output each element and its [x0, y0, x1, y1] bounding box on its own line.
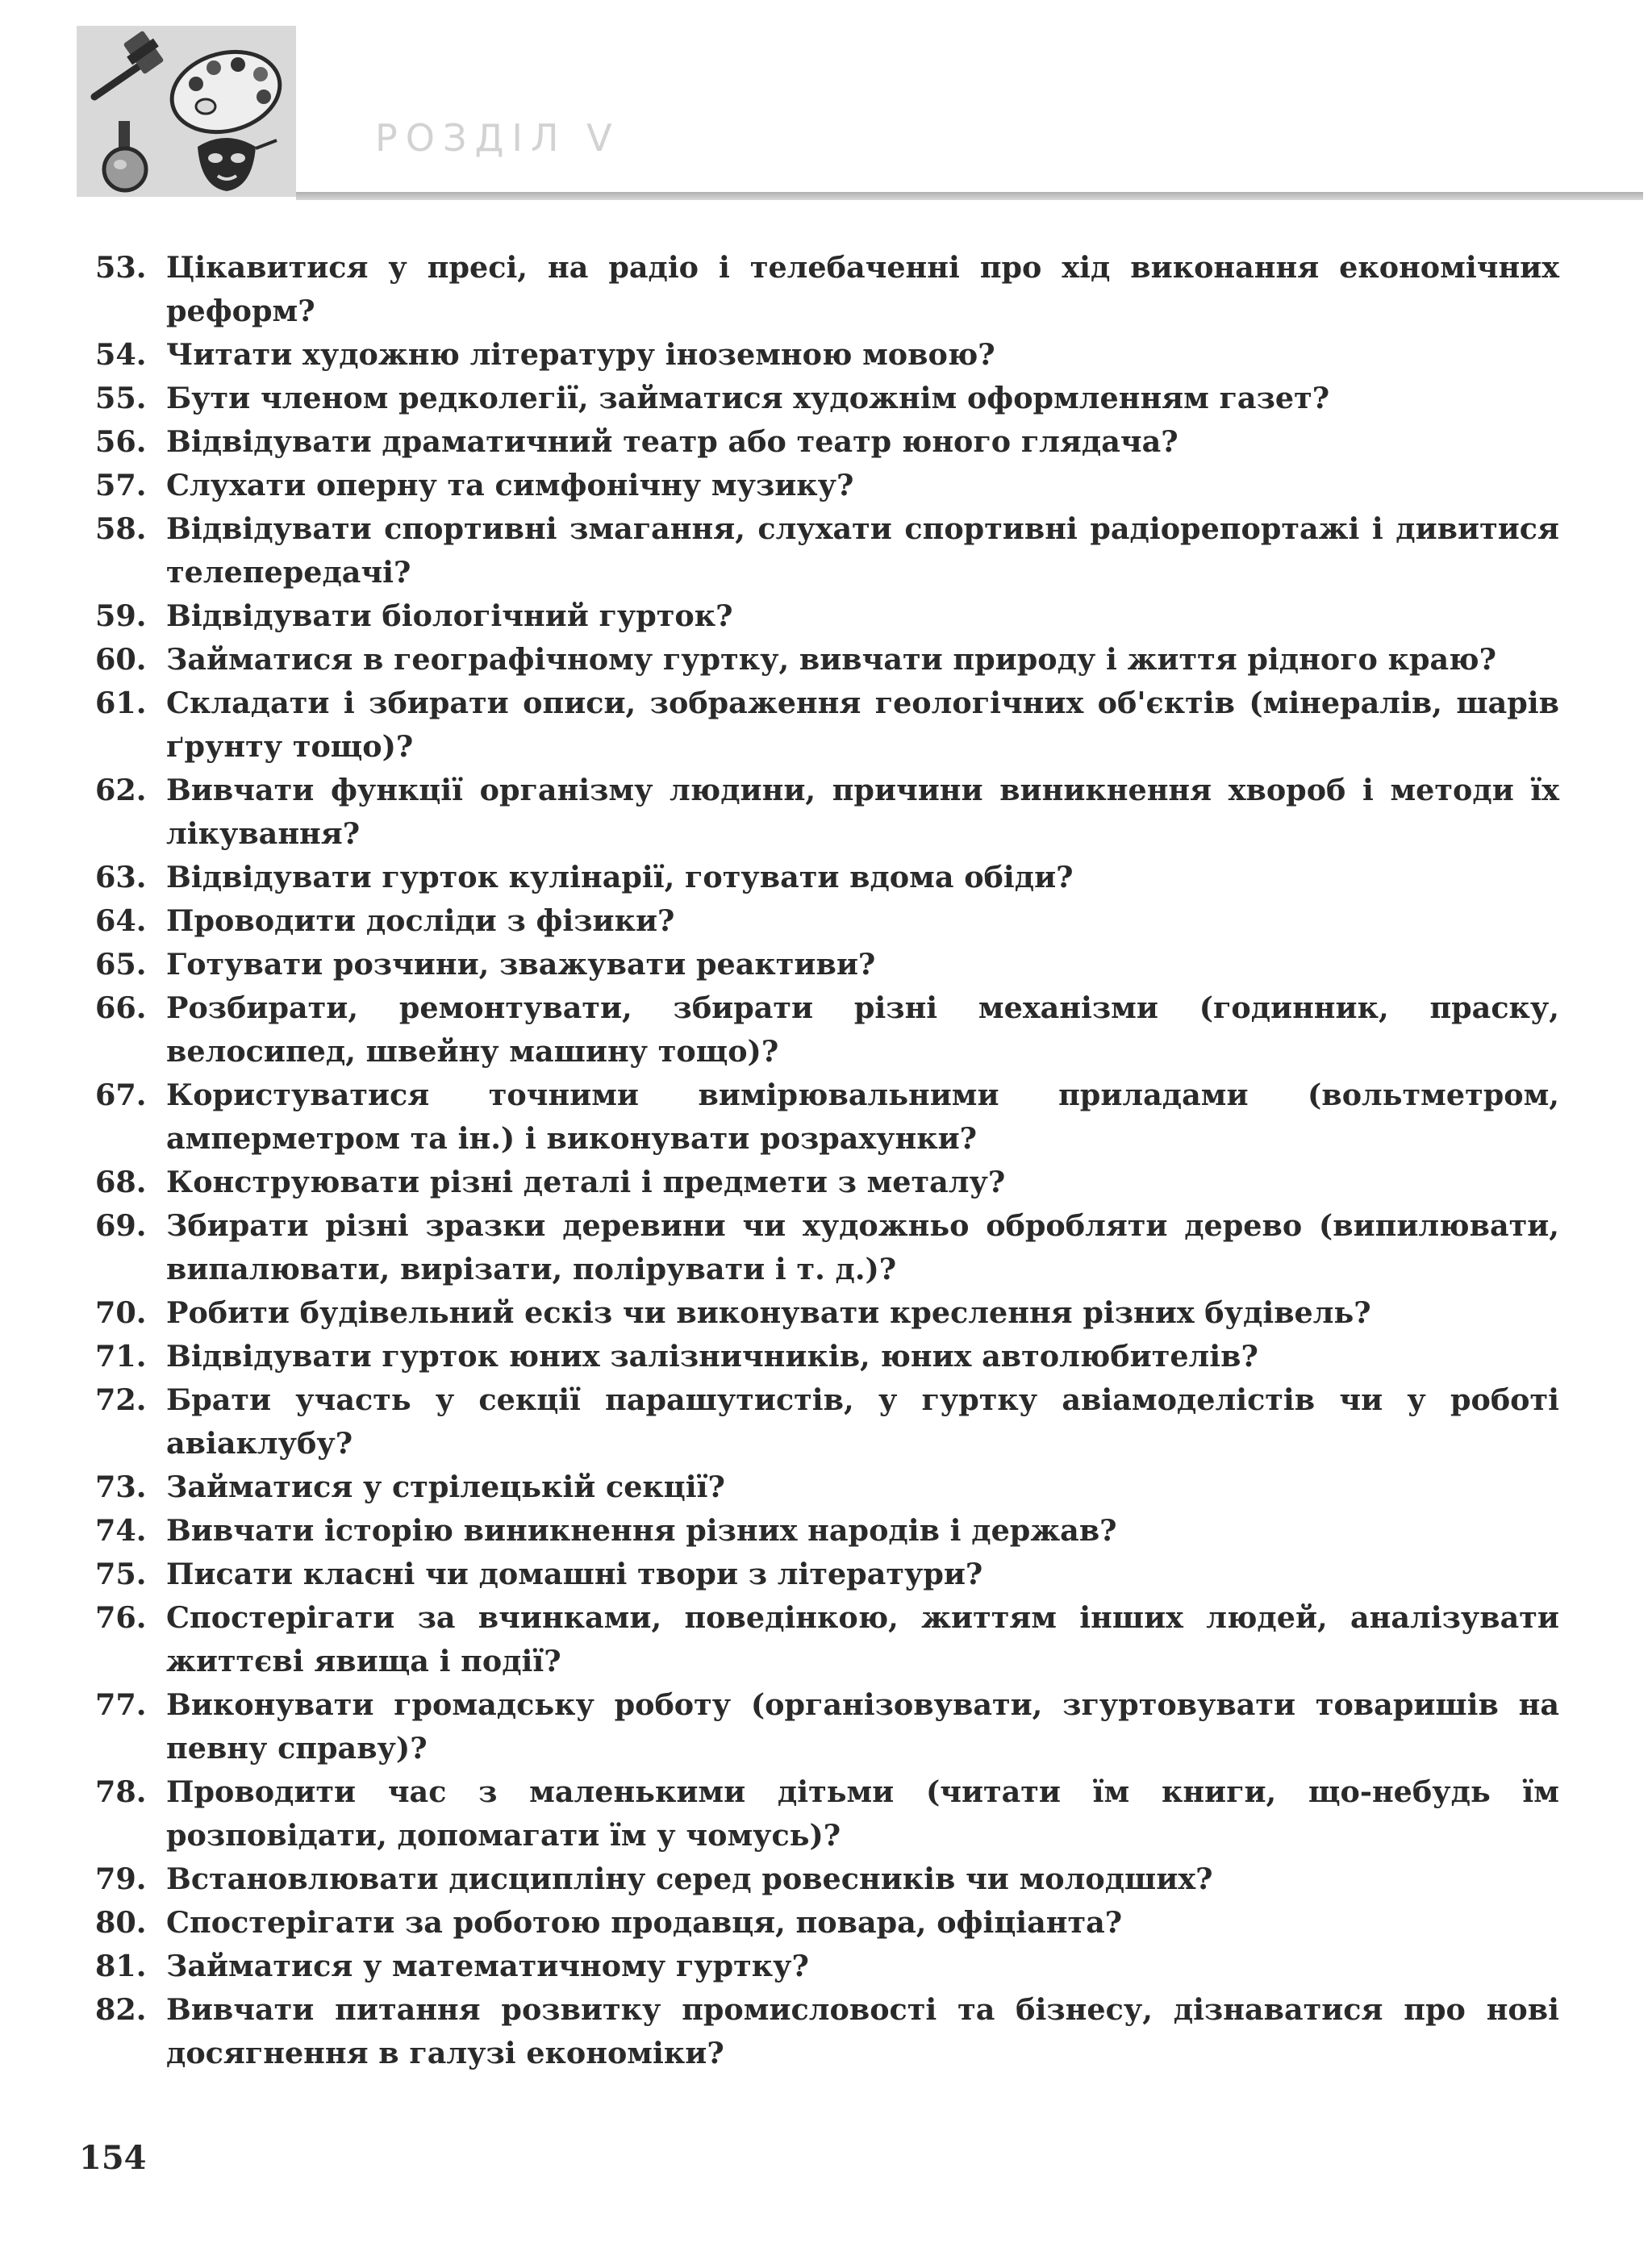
item-text: Відвідувати біологічний гурток? [166, 598, 733, 633]
list-item [95, 1770, 1559, 1857]
item-number: 66. [95, 990, 147, 1025]
list-item [95, 986, 1559, 1074]
item-number: 62. [95, 773, 147, 807]
item-number: 75. [95, 1557, 147, 1591]
list-item [95, 1335, 1559, 1378]
list-item [95, 377, 1559, 420]
item-text: Виконувати громадську роботу (організовувати, згуртовувати товаришів на певну справу)? [166, 1687, 1559, 1766]
item-text: Встановлювати дисципліну серед ровесників чи молодших? [166, 1862, 1213, 1896]
item-text: Конструювати різні деталі і предмети з металу? [166, 1165, 1006, 1199]
item-number: 80. [95, 1905, 147, 1940]
item-text: Проводити досліди з фізики? [166, 903, 675, 938]
list-item [95, 1378, 1559, 1466]
list-item [95, 464, 1559, 507]
item-text: Користуватися точними вимірювальними приладами (вольтметром, амперметром та ін.) і виконувати розрахунки? [166, 1078, 1559, 1156]
item-text: Вивчати історію виникнення різних народів і держав? [166, 1513, 1117, 1548]
list-item [95, 638, 1559, 682]
item-number: 78. [95, 1774, 147, 1809]
item-text: Проводити час з маленькими дітьми (читати їм книги, що-небудь їм розповідати, допомагати їм у чомусь)? [166, 1774, 1559, 1853]
item-text: Відвідувати гурток юних залізничників, юних автолюбителів? [166, 1339, 1258, 1374]
item-number: 69. [95, 1208, 147, 1243]
item-number: 65. [95, 947, 147, 982]
item-text: Відвідувати спортивні змагання, слухати спортивні радіорепортажі і дивитися телепередачі? [166, 511, 1559, 590]
item-text: Бути членом редколегії, займатися художнім оформленням газет? [166, 381, 1330, 415]
item-text: Робити будівельний ескіз чи виконувати креслення різних будівель? [166, 1295, 1371, 1330]
list-item [95, 1466, 1559, 1509]
item-text: Вивчати функції організму людини, причини виникнення хвороб і методи їх лікування? [166, 773, 1559, 851]
item-text: Вивчати питання розвитку промисловості та бізнесу, дізнаватися про нові досягнення в галузі економіки? [166, 1992, 1559, 2070]
item-number: 54. [95, 337, 147, 372]
list-item [95, 1596, 1559, 1683]
header-divider [296, 192, 1643, 200]
item-number: 71. [95, 1339, 147, 1374]
list-item [95, 1553, 1559, 1596]
questionnaire-list [95, 246, 1559, 2075]
list-item [95, 1204, 1559, 1291]
item-text: Спостерігати за вчинками, поведінкою, життям інших людей, аналізувати життєві явища і події? [166, 1600, 1559, 1678]
list-item [95, 1291, 1559, 1335]
item-text: Займатися в географічному гуртку, вивчати природу і життя рідного краю? [166, 642, 1496, 677]
item-number: 70. [95, 1295, 147, 1330]
item-text: Відвідувати гурток кулінарії, готувати вдома обіди? [166, 860, 1074, 894]
item-number: 73. [95, 1470, 147, 1504]
item-number: 57. [95, 468, 147, 502]
item-number: 76. [95, 1600, 147, 1635]
list-item [95, 1683, 1559, 1770]
item-text: Спостерігати за роботою продавця, повара, офіціанта? [166, 1905, 1123, 1940]
item-text: Брати участь у секції парашутистів, у гуртку авіамоделістів чи у роботі авіаклубу? [166, 1382, 1559, 1461]
item-text: Готувати розчини, зважувати реактиви? [166, 947, 876, 982]
list-item [95, 1945, 1559, 1988]
item-number: 77. [95, 1687, 147, 1722]
item-number: 59. [95, 598, 147, 633]
list-item [95, 246, 1559, 333]
section-title: РОЗДІЛ V [375, 116, 620, 160]
item-text: Займатися у математичному гуртку? [166, 1949, 809, 1983]
list-item [95, 1988, 1559, 2075]
item-number: 68. [95, 1165, 147, 1199]
item-text: Слухати оперну та симфонічну музику? [166, 468, 854, 502]
item-text: Займатися у стрілецькій секції? [166, 1470, 725, 1504]
list-item [95, 420, 1559, 464]
item-text: Читати художню літературу іноземною мовою? [166, 337, 995, 372]
section-emblem-illustration [77, 26, 296, 197]
item-number: 53. [95, 250, 147, 285]
item-number: 74. [95, 1513, 147, 1548]
list-item [95, 943, 1559, 986]
list-item [95, 682, 1559, 769]
item-number: 61. [95, 686, 147, 720]
item-text: Розбирати, ремонтувати, збирати різні механізми (годинник, праску, велосипед, швейну машину тощо)? [166, 990, 1559, 1069]
item-number: 55. [95, 381, 147, 415]
list-item [95, 507, 1559, 594]
item-text: Відвідувати драматичний театр або театр юного глядача? [166, 424, 1179, 459]
item-text: Збирати різні зразки деревини чи художньо обробляти дерево (випилювати, випалювати, вирізати, полірувати і т. д.)? [166, 1208, 1559, 1286]
list-item [95, 1161, 1559, 1204]
item-number: 64. [95, 903, 147, 938]
list-item [95, 333, 1559, 377]
page-header [77, 26, 1561, 199]
list-item [95, 594, 1559, 638]
list-item [95, 1509, 1559, 1553]
item-number: 72. [95, 1382, 147, 1417]
item-number: 60. [95, 642, 147, 677]
item-number: 58. [95, 511, 147, 546]
item-number: 82. [95, 1992, 147, 2027]
item-number: 67. [95, 1078, 147, 1112]
item-number: 81. [95, 1949, 147, 1983]
list-item [95, 899, 1559, 943]
list-item [95, 1074, 1559, 1161]
list-item [95, 856, 1559, 899]
item-number: 79. [95, 1862, 147, 1896]
item-number: 63. [95, 860, 147, 894]
item-text: Складати і збирати описи, зображення геологічних об'єктів (мінералів, шарів ґрунту тощо)? [166, 686, 1559, 764]
item-number: 56. [95, 424, 147, 459]
list-item [95, 1857, 1559, 1901]
list-item [95, 769, 1559, 856]
list-item [95, 1901, 1559, 1945]
item-text: Цікавитися у пресі, на радіо і телебаченні про хід виконання економічних реформ? [166, 250, 1559, 328]
page-number: 154 [79, 2139, 147, 2177]
item-text: Писати класні чи домашні твори з літератури? [166, 1557, 983, 1591]
